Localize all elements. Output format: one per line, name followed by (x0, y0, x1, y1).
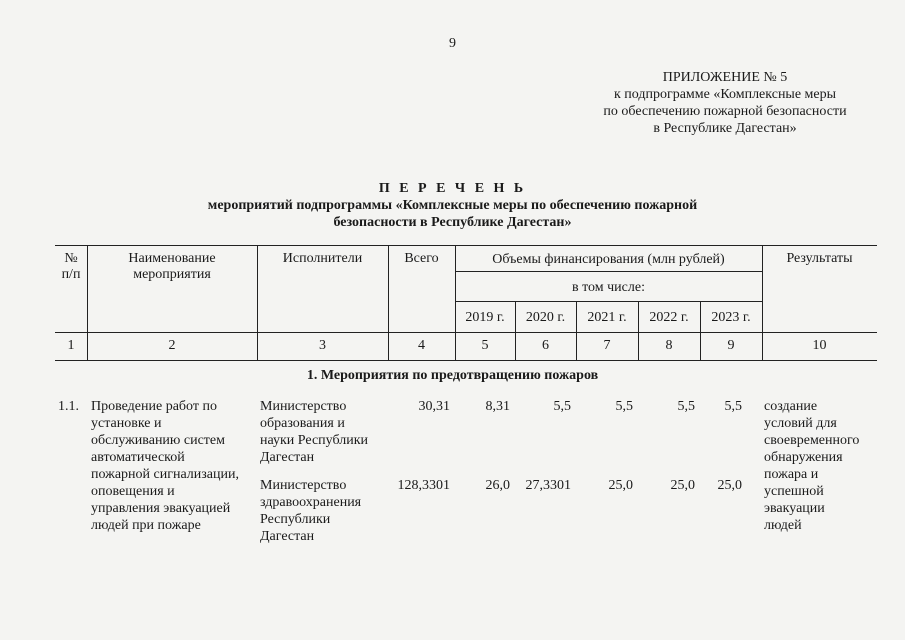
value-2022: 25,0 (670, 478, 695, 493)
appendix-line: ПРИЛОЖЕНИЕ № 5 (662, 70, 788, 85)
executor-line: здравоохранения (260, 495, 362, 510)
row-name-line: управления эвакуацией (91, 501, 231, 516)
appendix-line: к подпрограмме «Комплексные меры (613, 87, 837, 102)
results-line: людей (764, 518, 802, 533)
row-name-line: установке и (91, 416, 162, 431)
value-2023: 25,0 (717, 478, 742, 493)
grid-line (55, 332, 877, 333)
title-line: мероприятий подпрограммы «Комплексные меры по обеспечению пожарной (207, 198, 698, 213)
value-total: 128,3301 (397, 478, 450, 493)
header-year: 2021 г. (587, 310, 627, 325)
header-funding: Объемы финансирования (млн рублей) (492, 252, 725, 267)
results-line: создание (764, 399, 818, 414)
document-title (0, 180, 905, 231)
row-name-line: автоматической (91, 450, 185, 465)
value-2020: 5,5 (553, 399, 571, 414)
page-number: 9 (449, 36, 456, 51)
executor-line: образования и (260, 416, 345, 431)
row-name-line: обслуживанию систем (91, 433, 225, 448)
results-line: условий для (764, 416, 837, 431)
column-number: 2 (168, 338, 176, 353)
header-executors: Исполнители (282, 251, 363, 266)
row-number: 1.1. (58, 399, 79, 414)
value-2023: 5,5 (724, 399, 742, 414)
value-2019: 8,31 (485, 399, 510, 414)
header-num-line: п/п (61, 267, 81, 282)
header-including: в том числе: (572, 280, 645, 295)
value-2021: 5,5 (615, 399, 633, 414)
column-number: 10 (812, 338, 827, 353)
row-name-line: людей при пожаре (91, 518, 201, 533)
results-line: пожара и (764, 467, 819, 482)
appendix-line: по обеспечению пожарной безопасности (603, 104, 847, 119)
header-year: 2023 г. (711, 310, 751, 325)
results-line: своевременного (764, 433, 860, 448)
section-title: 1. Мероприятия по предотвращению пожаров (306, 368, 599, 383)
column-number: 8 (665, 338, 673, 353)
results-line: обнаружения (764, 450, 843, 465)
column-number: 1 (67, 338, 75, 353)
executor-line: Дагестан (260, 529, 315, 544)
appendix-header (560, 69, 890, 137)
row-name-line: Проведение работ по (91, 399, 217, 414)
value-2020: 27,3301 (525, 478, 571, 493)
header-year: 2019 г. (465, 310, 505, 325)
results-line: успешной (764, 484, 824, 499)
executor-line: науки Республики (260, 433, 369, 448)
header-year: 2020 г. (525, 310, 566, 325)
column-number: 9 (727, 338, 735, 353)
results-line: эвакуации (764, 501, 825, 516)
executor-line: Дагестан (260, 450, 315, 465)
title-line: безопасности в Республике Дагестан» (333, 215, 572, 230)
executor-education (260, 398, 388, 466)
executor-line: Министерство (260, 399, 347, 414)
value-2021: 25,0 (608, 478, 633, 493)
header-num (55, 251, 87, 283)
appendix-line: в Республике Дагестан» (653, 121, 797, 136)
header-name (87, 251, 257, 283)
column-number: 7 (603, 338, 611, 353)
title-heading: П Е Р Е Ч Е Н Ь (378, 181, 527, 196)
executor-line: Республики (260, 512, 331, 527)
header-year: 2022 г. (649, 310, 689, 325)
row-name-line: пожарной сигнализации, (91, 467, 239, 482)
grid-line (455, 301, 762, 302)
column-number: 5 (481, 338, 489, 353)
executor-health (260, 477, 388, 545)
value-total: 30,31 (418, 399, 450, 414)
header-num-line: № (64, 251, 78, 266)
header-name-line: мероприятия (133, 267, 211, 282)
value-2022: 5,5 (677, 399, 695, 414)
column-number: 6 (542, 338, 549, 353)
column-number: 3 (319, 338, 326, 353)
grid-line (55, 245, 877, 246)
grid-line (455, 271, 762, 272)
row-name (91, 398, 259, 534)
row-name-line: оповещения и (91, 484, 175, 499)
executor-line: Министерство (260, 478, 347, 493)
value-2019: 26,0 (485, 478, 510, 493)
grid-line (55, 360, 877, 361)
header-total: Всего (404, 251, 439, 266)
header-results: Результаты (786, 251, 853, 266)
row-results (764, 398, 884, 534)
column-number: 4 (418, 338, 425, 353)
header-name-line: Наименование (128, 251, 216, 266)
